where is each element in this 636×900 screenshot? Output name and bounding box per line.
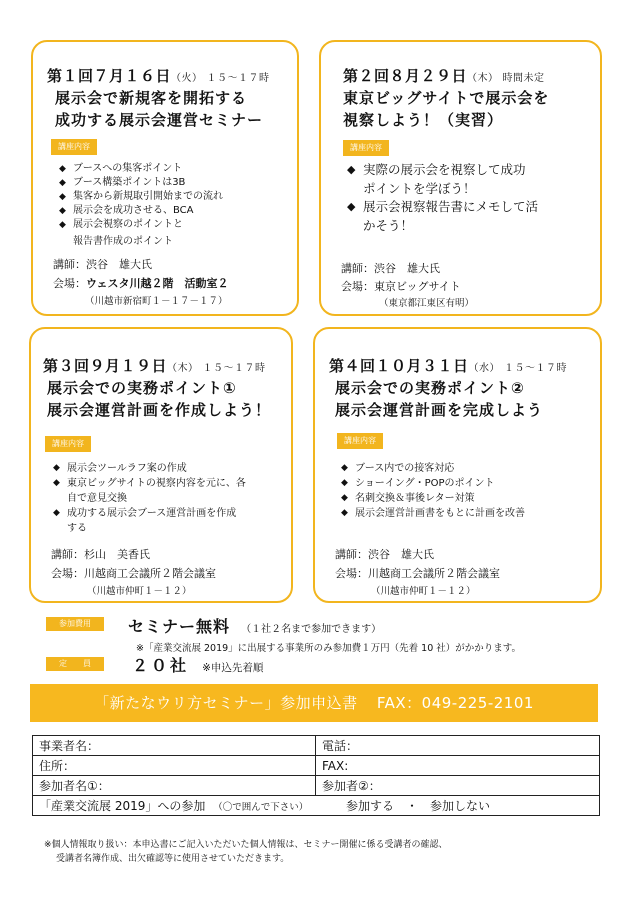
session-3-venue: 会場：川越商工会議所２階会議室 (51, 567, 216, 580)
session-1-bullet-list (59, 162, 223, 232)
application-banner (30, 684, 598, 722)
session-1-content-tag: 講座内容 (51, 139, 97, 155)
session-2-venue: 会場：東京ビッグサイト (341, 280, 461, 293)
privacy-note-line1: ※個人情報取り扱い：本申込書にご記入いただいた個人情報は、セミナー開催に係る受講者の確認、 (44, 840, 448, 850)
banner-fax: FAX：049-225-2101 (376, 694, 534, 712)
session-1-number: 第１回７月１６日 (47, 67, 172, 85)
session-3-bullet-3-line2: する (67, 523, 87, 534)
session-4-title-line2: 展示会運営計画を完成しよう (335, 401, 544, 419)
session-4-date (329, 355, 567, 376)
session-2-content-tag: 講座内容 (343, 140, 389, 156)
session-1-venue-name: ウェスタ川越２階 活動室２ (86, 277, 229, 290)
participant-2-field[interactable] (316, 776, 600, 796)
session-3-bullet-list (53, 461, 246, 536)
session-1-lecturer: 講師：渋谷 雄大氏 (53, 258, 152, 271)
session-4-bullet: ◆ 名刺交換＆事後レター対策 (341, 491, 525, 506)
session-2-title-line1: 東京ビッグサイトで展示会を (343, 89, 550, 107)
session-4-bullet-list (341, 461, 525, 521)
capacity-value: ２０社 (132, 656, 190, 675)
session-3-bullet (53, 476, 246, 506)
expo-options[interactable]: 参加する ・ 参加しない (346, 799, 491, 813)
session-2-bullet (347, 161, 538, 198)
session-1-bullet-continuation: 報告書作成のポイント (73, 236, 173, 247)
session-3-bullet (53, 506, 246, 536)
session-2-lecturer: 講師：渋谷 雄大氏 (341, 262, 440, 275)
session-2-bullet-2-line1: 展示会視察報告書にメモして活 (363, 199, 539, 214)
form-row (33, 736, 600, 756)
session-4-content-tag: 講座内容 (337, 433, 383, 449)
session-4-address: （川越市仲町１－１２） (371, 586, 476, 597)
session-card-4 (313, 327, 602, 603)
company-name-field[interactable] (33, 736, 316, 756)
session-1-title-line2: 成功する展示会運営セミナー (55, 111, 264, 129)
participant-1-label: 参加者名①： (39, 779, 110, 793)
session-2-time: 時間未定 (502, 73, 545, 84)
phone-label: 電話： (322, 739, 359, 753)
session-2-bullet (347, 198, 538, 235)
participant-1-field[interactable] (33, 776, 316, 796)
session-3-bullet-2-line2: 自で意見交換 (67, 493, 127, 504)
fax-label: FAX: (322, 758, 349, 773)
session-4-title-line1: 展示会での実務ポイント② (335, 379, 525, 397)
session-1-bullet: ◆ 展示会視察のポイントと (59, 218, 223, 232)
address-label: 住所： (39, 759, 76, 773)
session-4-time: １５～１７時 (504, 363, 568, 374)
expo-label: 「産業交流展 2019」への参加 (39, 799, 206, 813)
session-3-bullet: ◆ 展示会ツールラフ案の作成 (53, 461, 246, 476)
session-1-bullet: ◆ ブースへの集客ポイント (59, 162, 223, 176)
session-4-number: 第４回１０月３１日 (329, 357, 469, 375)
banner-title: 「新たなウリ方セミナー」参加申込書 (94, 694, 358, 712)
session-3-bullet-2-line1: 東京ビッグサイトの視察内容を元に、各 (67, 478, 246, 489)
capacity-tag: 定 員 (46, 657, 104, 671)
session-1-bullet: ◆ ブース構築ポイントは3B (59, 176, 223, 190)
session-4-bullet: ◆ ブース内での接客対応 (341, 461, 525, 476)
session-1-bullet: ◆ 展示会を成功させる、BCA (59, 204, 223, 218)
session-4-lecturer: 講師：渋谷 雄大氏 (335, 548, 434, 561)
session-1-bullet: ◆ 集客から新規取引開始までの流れ (59, 190, 223, 204)
session-2-bullet-2-line2: かそう！ (363, 217, 414, 233)
session-2-bullet-1-line2: ポイントを学ぼう！ (363, 180, 476, 196)
session-3-number: 第３回９月１９日 (43, 357, 168, 375)
form-row (33, 756, 600, 776)
expo-note: （〇で囲んで下さい） (213, 802, 309, 813)
address-field[interactable] (33, 756, 316, 776)
session-2-title-line2: 視察しよう！（実習） (343, 111, 504, 129)
application-form (32, 735, 600, 816)
session-2-address: （東京都江東区有明） (379, 298, 475, 309)
session-2-weekday: （木） (467, 73, 499, 84)
session-3-lecturer: 講師：杉山 美香氏 (51, 548, 150, 561)
session-2-number: 第２回８月２９日 (343, 67, 468, 85)
fee-line (128, 614, 381, 637)
session-4-venue: 会場：川越商工会議所２階会議室 (335, 567, 500, 580)
session-2-bullet-list (347, 161, 538, 235)
expo-participation-field[interactable] (33, 796, 600, 816)
fee-value: セミナー無料 (128, 617, 231, 636)
session-3-title-line1: 展示会での実務ポイント① (47, 379, 237, 397)
fee-note: （１社２名まで参加できます） (241, 624, 382, 635)
session-card-2 (319, 40, 602, 316)
session-1-venue-label: 会場： (53, 277, 86, 290)
fee-note-2: ※「産業交流展 2019」に出展する事業所のみ参加費１万円（先着 10 社）がかかります。 (136, 643, 522, 654)
session-3-weekday: （木） (167, 363, 199, 374)
session-1-time: １５～１７時 (206, 73, 270, 84)
session-1-weekday: （火） (171, 73, 203, 84)
session-3-content-tag: 講座内容 (45, 436, 91, 452)
session-3-title-line2: 展示会運営計画を作成しよう！ (47, 401, 272, 419)
session-1-title-line1: 展示会で新規客を開拓する (55, 89, 248, 107)
capacity-line (132, 653, 263, 676)
company-name-label: 事業者名： (39, 739, 100, 753)
privacy-note-line2: 受講者名簿作成、出欠確認等に使用させていただきます。 (56, 854, 290, 864)
session-3-bullet-3-line1: 成功する展示会ブース運営計画を作成 (67, 508, 237, 519)
session-card-1 (31, 40, 299, 316)
capacity-note: ※申込先着順 (202, 662, 264, 674)
session-1-date (47, 65, 270, 86)
form-row (33, 776, 600, 796)
session-2-date (343, 65, 545, 86)
fax-field[interactable] (316, 756, 600, 776)
session-1-address: （川越市新宿町１－１７－１７） (85, 296, 228, 307)
session-1-venue (53, 276, 229, 292)
session-3-address: （川越市仲町１－１２） (87, 586, 192, 597)
session-4-bullet: ◆ ショーイング・POPのポイント (341, 476, 525, 491)
phone-field[interactable] (316, 736, 600, 756)
session-4-weekday: （水） (468, 363, 501, 374)
session-2-bullet-1-line1: 実際の展示会を視察して成功 (363, 162, 526, 177)
session-4-bullet: ◆ 展示会運営計画書をもとに計画を改善 (341, 506, 525, 521)
session-3-time: １５～１７時 (202, 363, 266, 374)
participant-2-label: 参加者②： (322, 779, 381, 793)
session-card-3 (29, 327, 293, 603)
fee-tag: 参加費用 (46, 617, 104, 631)
session-3-date (43, 355, 266, 376)
form-row (33, 796, 600, 816)
